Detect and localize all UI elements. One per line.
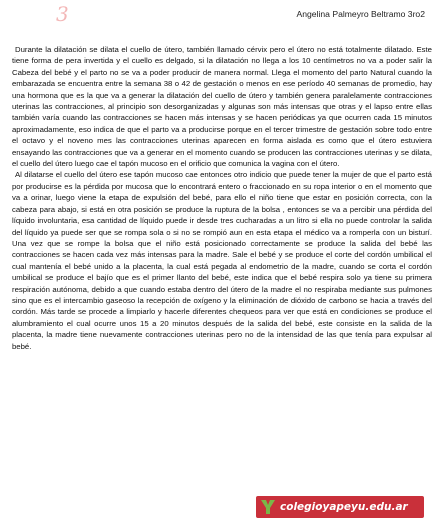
page-number: 3: [56, 2, 70, 26]
author-name: Angelina Palmeyro Beltramo 3ro2: [296, 9, 425, 19]
school-website-url: colegioyapeyu.edu.ar: [280, 501, 408, 513]
document-body: [12, 44, 432, 352]
paragraph: Durante la dilatación se dilata el cuello de útero, también llamado cérvix pero el útero no está totalmente dilatado. Este tiene forma de pera invertida y el cuello es delgado, si la dilatación no llega a los 10 centímetros no va a poder salir la Cabeza del bebé y el parto no se va a poder producir de manera normal. Llega el momento del parto Natural cuando la embarazada se encuentra entre la semana 38 o 42 de gestación o menos en ese período 40 semanas de promedio, hay una hormona que es la que va a generar la dilatación del cuello de útero y también genera paralelamente contracciones uterinas las contracciones, al principio son desorganizadas y algunas son más intensas que otras y el lapso entre ellas también varía cuando las contracciones se hacen más intensas y se hacen periódicas ya que ocurren cada 15 minutos aproximadamente, eso indica de que el parto va a producirse porque en el tercer trimestre de gestación sobre todo entre el octavo y el noveno mes las contracciones uterinas aparecen en forma aislada es como que el útero estuviera ensayando las contracciones que va a generar en el momento cuando se producen las contracciones uterinas y se dilata, el cuello del útero luego cae el tapón mucoso en el orificio que comunica la vagina con el útero.: [12, 45, 432, 169]
paragraph: Al dilatarse el cuello del útero ese tapón mucoso cae entonces otro indicio que puede tener la mujer de que el parto está por producirse es la pérdida por mucosa que lo encontrará entero o fraccionado en su ropa interior o en el momento que va a orinar, luego viene la etapa de expulsión del bebé, para ello el niño tiene que estar en posición correcta, con la cabeza para abajo, si está en otra posición se produce la ruptura de la bolsa , entonces se va a percibir una pérdida del líquido involuntaria, esa cantidad de líquido puede ir desde tres cucharadas a un litro si ella no puede controlar la salida del líquido ya puede ser que se rompa sola o si no se rompió aun en esta etapa el médico va a romperla con un bisturí. Una vez que se rompe la bolsa que el niño está posicionado correctamente se produce la salida del bebé las contracciones se hacen cada vez más intensas para la madre. Sale el bebé y se produce el corte del cordón umbilical el cual mantenía el bebé unido a la placenta, la cual está pegada al endometrio de la madre, cuando se corta el cordón umbilical se produce el bajío que es el primer llanto del bebé, este indica que el bebé respira solo ya tiene su primera respiración autónoma, debido a que cuando estaba dentro del útero de la madre el no respiraba mediante sus pulmones sino que es el intercambio gaseoso la recepción de oxígeno y la eliminación de dióxido de carbono se hacia a través del cordón. Más tarde se procede a limpiarlo y hacerle diferentes chequeos para ver que está en condiciones se produce el alumbramiento el cual ocurre unos 15 a 20 minutos después de la salida del bebé, este consiste en la salida de la placenta, la madre tiene nuevamente contracciones uterinas pero no de la intensidad de las que tenía para expulsar al bebé.: [12, 170, 432, 351]
y-letter-logo-icon: [260, 499, 276, 515]
school-logo-banner: [256, 496, 424, 518]
